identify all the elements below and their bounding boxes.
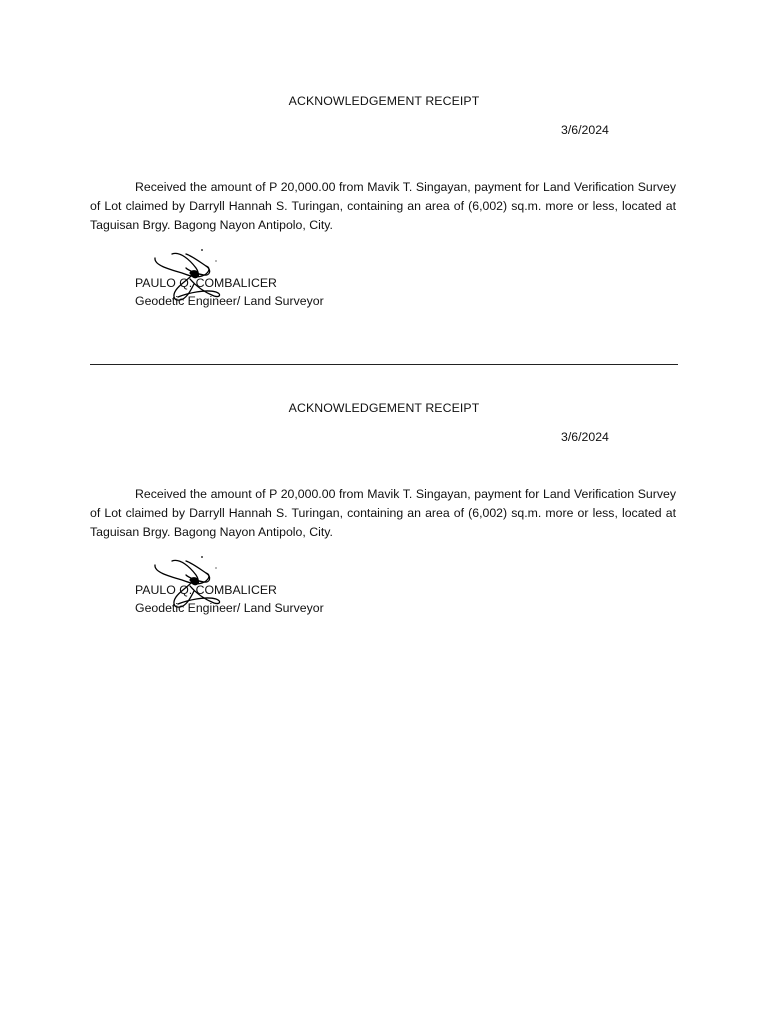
cut-line-divider: [90, 364, 678, 365]
receipt-body: Received the amount of P 20,000.00 from Mavik T. Singayan, payment for Land Verification Survey of Lot claimed by Darryll Hannah S. Turingan, containing an area of (6,002) sq.m. more or less, located at Taguisan Brgy. Bagong Nayon Antipolo, City.: [90, 180, 676, 232]
signatory-name: PAULO Q. COMBALICER: [135, 276, 277, 290]
receipt-bottom: [0, 399, 768, 649]
receipt-date: 3/6/2024: [561, 430, 609, 444]
receipt-body: Received the amount of P 20,000.00 from Mavik T. Singayan, payment for Land Verification Survey of Lot claimed by Darryll Hannah S. Turingan, containing an area of (6,002) sq.m. more or less, located at Taguisan Brgy. Bagong Nayon Antipolo, City.: [90, 487, 676, 539]
receipt-title: ACKNOWLEDGEMENT RECEIPT: [288, 401, 480, 415]
signatory-title: Geodetic Engineer/ Land Surveyor: [135, 601, 324, 615]
receipt-title: ACKNOWLEDGEMENT RECEIPT: [288, 94, 480, 108]
receipt-date: 3/6/2024: [561, 123, 609, 137]
signatory-name: PAULO Q. COMBALICER: [135, 583, 277, 597]
receipt-top: [0, 92, 768, 342]
signatory-title: Geodetic Engineer/ Land Surveyor: [135, 294, 324, 308]
